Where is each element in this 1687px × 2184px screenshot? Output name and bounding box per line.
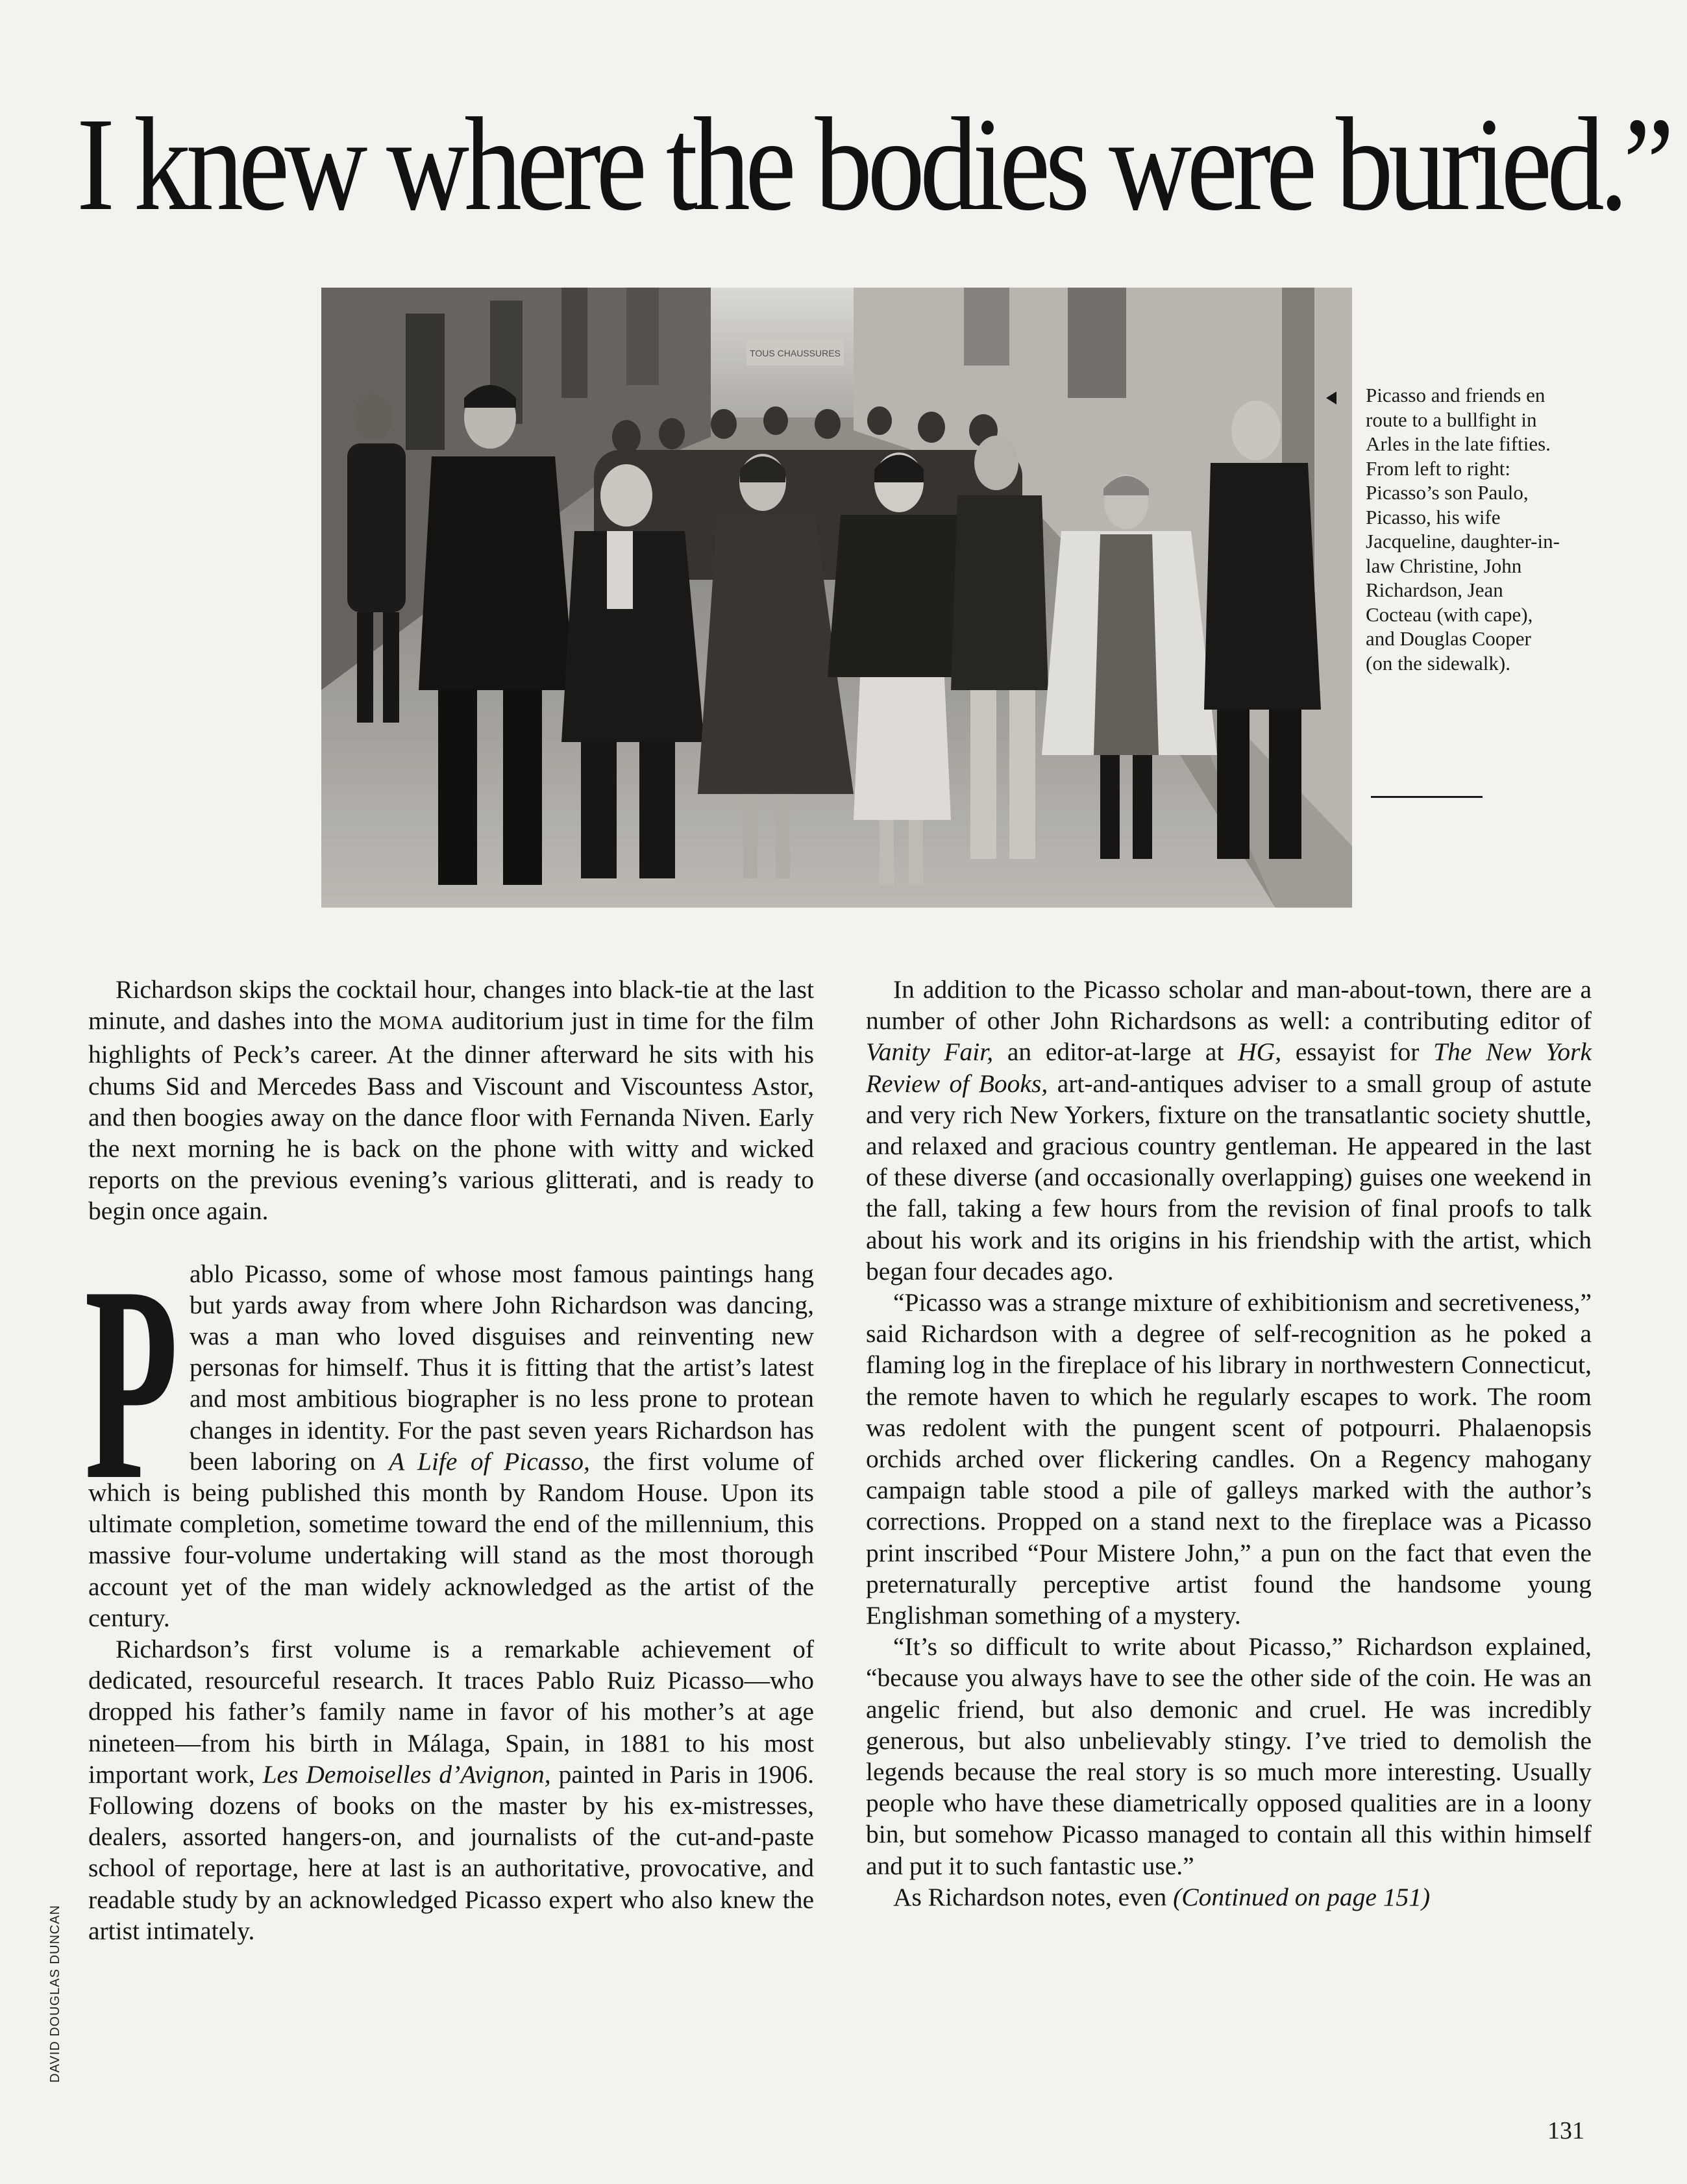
paragraph-dropcap (84, 1228, 814, 1633)
text-span: As Richardson notes, even (893, 1882, 1174, 1911)
text-span: In addition to the Picasso scholar and man-about-town, there are a number of other John Richardsons as well: a contributing editor of (866, 975, 1592, 1036)
paragraph-first-volume (88, 1633, 814, 1946)
paragraph-intro-text-a: Richardson skips the cocktail hour, changes into black-tie at the last minute, and dashes into the (88, 975, 814, 1036)
paragraph-first-volume-text-b: painted in Paris in 1906. Following dozens of books on the master by his ex-mistresses, dealers, assorted hangers-on, and journalists of the cut-and-paste school of reportage, here at last is an authoritative, provocative, and readable study by an acknowledged Picasso expert who also knew the artist intimately. (88, 1759, 815, 1945)
page-number: 131 (1547, 2117, 1584, 2144)
photo-image (321, 288, 1352, 908)
right-column (866, 974, 1592, 1913)
drop-cap: P (84, 1228, 179, 1538)
painting-title-demoiselles: Les Demoiselles d’Avignon, (262, 1759, 551, 1789)
paragraph-other-richardsons (866, 974, 1592, 1287)
paragraph-first-volume-text-a: Richardson’s first volume is a remarkable achievement of dedicated, resourceful research. It traces Pablo Ruiz Picasso—who dropped his father’s family name in favor of his mother’s at age nineteen—from his birth in Málaga, Spain, in 1881 to his most important work, (88, 1635, 814, 1789)
photo-caption: Picasso and friends en route to a bullfight in Arles in the late fifties. From left to right: Picasso’s son Paulo, Picasso, his wife Jacqueline, daughter-in-law Christine, John Richardson, Jean Cocteau (with cape), and Douglas Cooper (on the sidewalk). (1366, 384, 1560, 675)
paragraph-so-difficult: “It’s so difficult to write about Picasso,” Richardson explained, “because you always have to see the other side of the coin. He was an angelic friend, but also demonic and cruel. He was incredibly generous, but also unbelievably stingy. I’ve tried to demolish the legends because the real story is so much more interesting. Usually people who have these diametrically opposed qualities are in a loony bin, but somehow Picasso managed to contain all this within himself and put it to such fantastic use.” (866, 1632, 1592, 1880)
paragraph-continued (866, 1881, 1592, 1913)
caption-pointer-icon (1326, 391, 1336, 404)
headline: I knew where the bodies were buried.” (77, 90, 1669, 238)
shop-sign-text: TOUS CHAUSSURES (750, 348, 841, 358)
continued-jump-link: (Continued on page 151) (1173, 1882, 1431, 1911)
photo-credit: DAVID DOUGLAS DUNCAN (48, 1904, 62, 2083)
photo-picasso-arles (321, 288, 1352, 908)
paragraph-strange-mixture: “Picasso was a strange mixture of exhibitionism and secretiveness,” said Richardson with a degree of self-recognition as he poked a flaming log in the fireplace of his library in northwestern Connecticut, the remote haven to which he regularly escapes to work. The room was redolent with the pungent scent of potpourri. Phalaenopsis orchids arched over flickering candles. On a Regency mahogany campaign table stood a pile of galleys marked with the author’s corrections. Propped on a stand next to the fireplace was a Picasso print inscribed “Pour Mistere John,” a pun on the fact that even the preternaturally perceptive artist found the handsome young Englishman something of a mystery. (866, 1288, 1592, 1630)
left-column (84, 974, 815, 1946)
magazine-vanity-fair: Vanity Fair, (866, 1037, 994, 1067)
book-title-a-life-of-picasso: A Life of Picasso, (389, 1446, 590, 1476)
moma-smallcaps: MOMA (378, 1012, 445, 1034)
caption-rule (1371, 796, 1483, 798)
paragraph-dropcap-text-a: ablo Picasso, some of whose most famous paintings hang but yards away from where John Richardson was dancing, was a man who loved disguises and reinventing new personas for himself. Thus it is fitting that the artist’s latest and most ambitious biographer is no less prone to protean changes in identity. For the past seven years Richardson has been laboring on (190, 1259, 814, 1476)
section-gap (88, 1227, 814, 1258)
paragraph-intro-text-b: auditorium just in time for the film highlights of Peck’s career. At the dinner afterward he sits with his chums Sid and Mercedes Bass and Viscount and Viscountess Astor, and then boogies away on the dance floor with Fernanda Niven. Early the next morning he is back on the phone with witty and wicked reports on the previous evening’s various glitterati, and is ready to begin once again. (88, 1006, 814, 1226)
paragraph-intro (88, 974, 814, 1227)
magazine-hg: HG, (1238, 1037, 1282, 1067)
text-span: essayist for (1281, 1037, 1434, 1067)
text-span: art-and-antiques adviser to a small group of astute and very rich New Yorkers, fixture on the transatlantic society shuttle, and relaxed and gracious country gentleman. He appeared in the last of these diverse (and occasionally overlapping) guises one weekend in the fall, taking a few hours from the revision of final proofs to talk about his work and its origins in his friendship with the artist, which began four decades ago. (866, 1069, 1592, 1285)
paragraph-dropcap-text-b: the first volume of which is being published this month by Random House. Upon its ultimate completion, sometime toward the end of the millennium, this massive four-volume undertaking will stand as the most thorough account yet of the man widely acknowledged as the artist of the century. (88, 1446, 814, 1632)
text-span: an editor-at-large at (993, 1037, 1238, 1067)
magazine-nyrb: The New York Review of Books, (866, 1037, 1592, 1098)
